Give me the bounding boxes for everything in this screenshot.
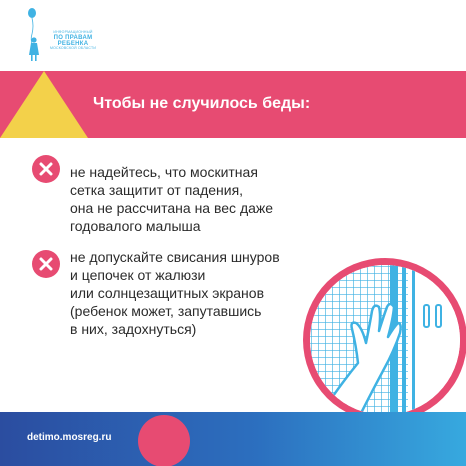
item-1-line-2: сетка защитит от падения, xyxy=(70,182,244,198)
logo xyxy=(18,6,108,66)
hand-on-window-net-icon xyxy=(290,245,466,435)
item-1-text xyxy=(70,163,273,235)
banner-title: Чтобы не случилось беды: xyxy=(93,95,311,112)
footer-website-link[interactable]: detimo.mosreg.ru xyxy=(27,432,112,443)
item-2-line-5: в них, задохнуться) xyxy=(70,321,197,337)
item-1-line-1: не надейтесь, что москитная xyxy=(70,164,258,180)
logo-line1: ИНФОРМАЦИОННЫЙ xyxy=(53,30,93,34)
item-2-line-1: не допускайте свисания шнуров xyxy=(70,249,280,265)
item-1-line-3: она не рассчитана на вес даже xyxy=(70,200,274,216)
item-2-line-3: или солнцезащитных экранов xyxy=(70,285,265,301)
circle-decoration-icon xyxy=(138,415,190,466)
triangle-decoration-icon xyxy=(0,71,100,138)
item-1-line-4: годовалого малыша xyxy=(70,218,201,234)
logo-line4: МОСКОВСКОЙ ОБЛАСТИ xyxy=(49,45,97,50)
item-2-text xyxy=(70,248,280,338)
cross-circle-icon xyxy=(32,250,60,278)
logo-line3: РЕБЕНКА xyxy=(57,40,89,47)
item-2-line-2: и цепочек от жалюзи xyxy=(70,267,206,283)
item-2-line-4: (ребенок может, запутавшись xyxy=(70,303,262,319)
cross-circle-icon xyxy=(32,155,60,183)
logo-line2: ПО ПРАВАМ xyxy=(53,34,93,41)
